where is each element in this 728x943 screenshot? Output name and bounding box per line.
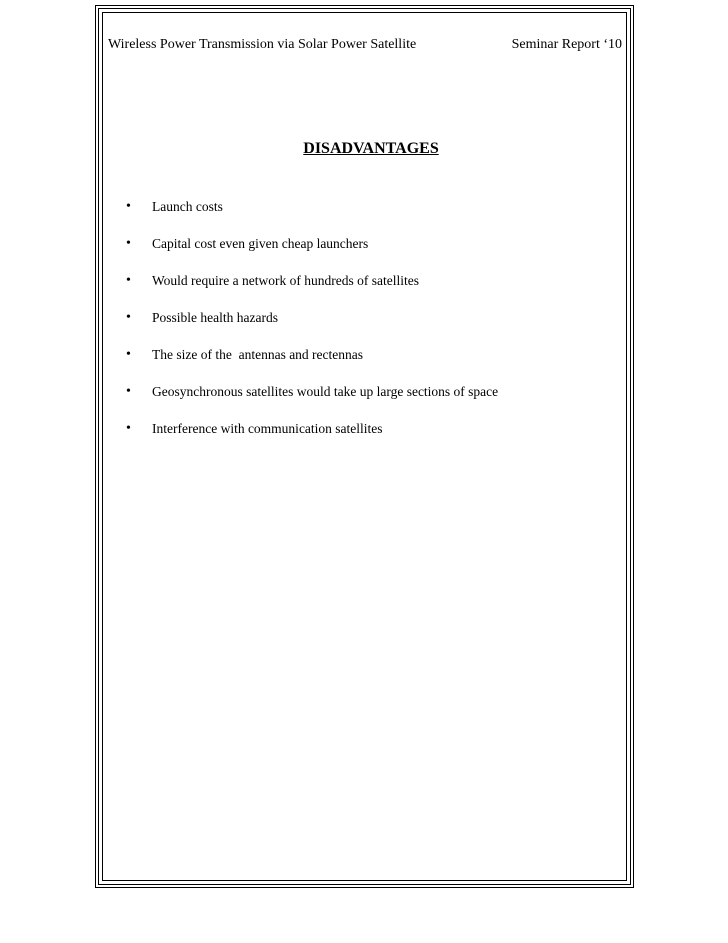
list-item-text: Geosynchronous satellites would take up large sections of space [152,384,499,399]
list-item-text: Launch costs [152,199,223,214]
list-item-text: Interference with communication satellites [152,421,383,436]
bullet-icon: • [126,384,131,399]
list-item-text: Capital cost even given cheap launchers [152,236,369,251]
header-report-label: Seminar Report ‘10 [511,37,622,52]
bullet-icon: • [126,236,131,251]
list-item-text: Possible health hazards [152,310,278,325]
list-item-text: Would require a network of hundreds of satellites [152,273,419,288]
section-title: DISADVANTAGES [303,140,439,157]
list-item-text: The size of the antennas and rectennas [152,347,364,362]
header-document-title: Wireless Power Transmission via Solar Power Satellite [108,37,417,52]
bullet-icon: • [126,347,131,362]
bullet-icon: • [126,273,131,288]
bullet-icon: • [126,199,131,214]
bullet-icon: • [126,421,131,436]
bullet-icon: • [126,310,131,325]
